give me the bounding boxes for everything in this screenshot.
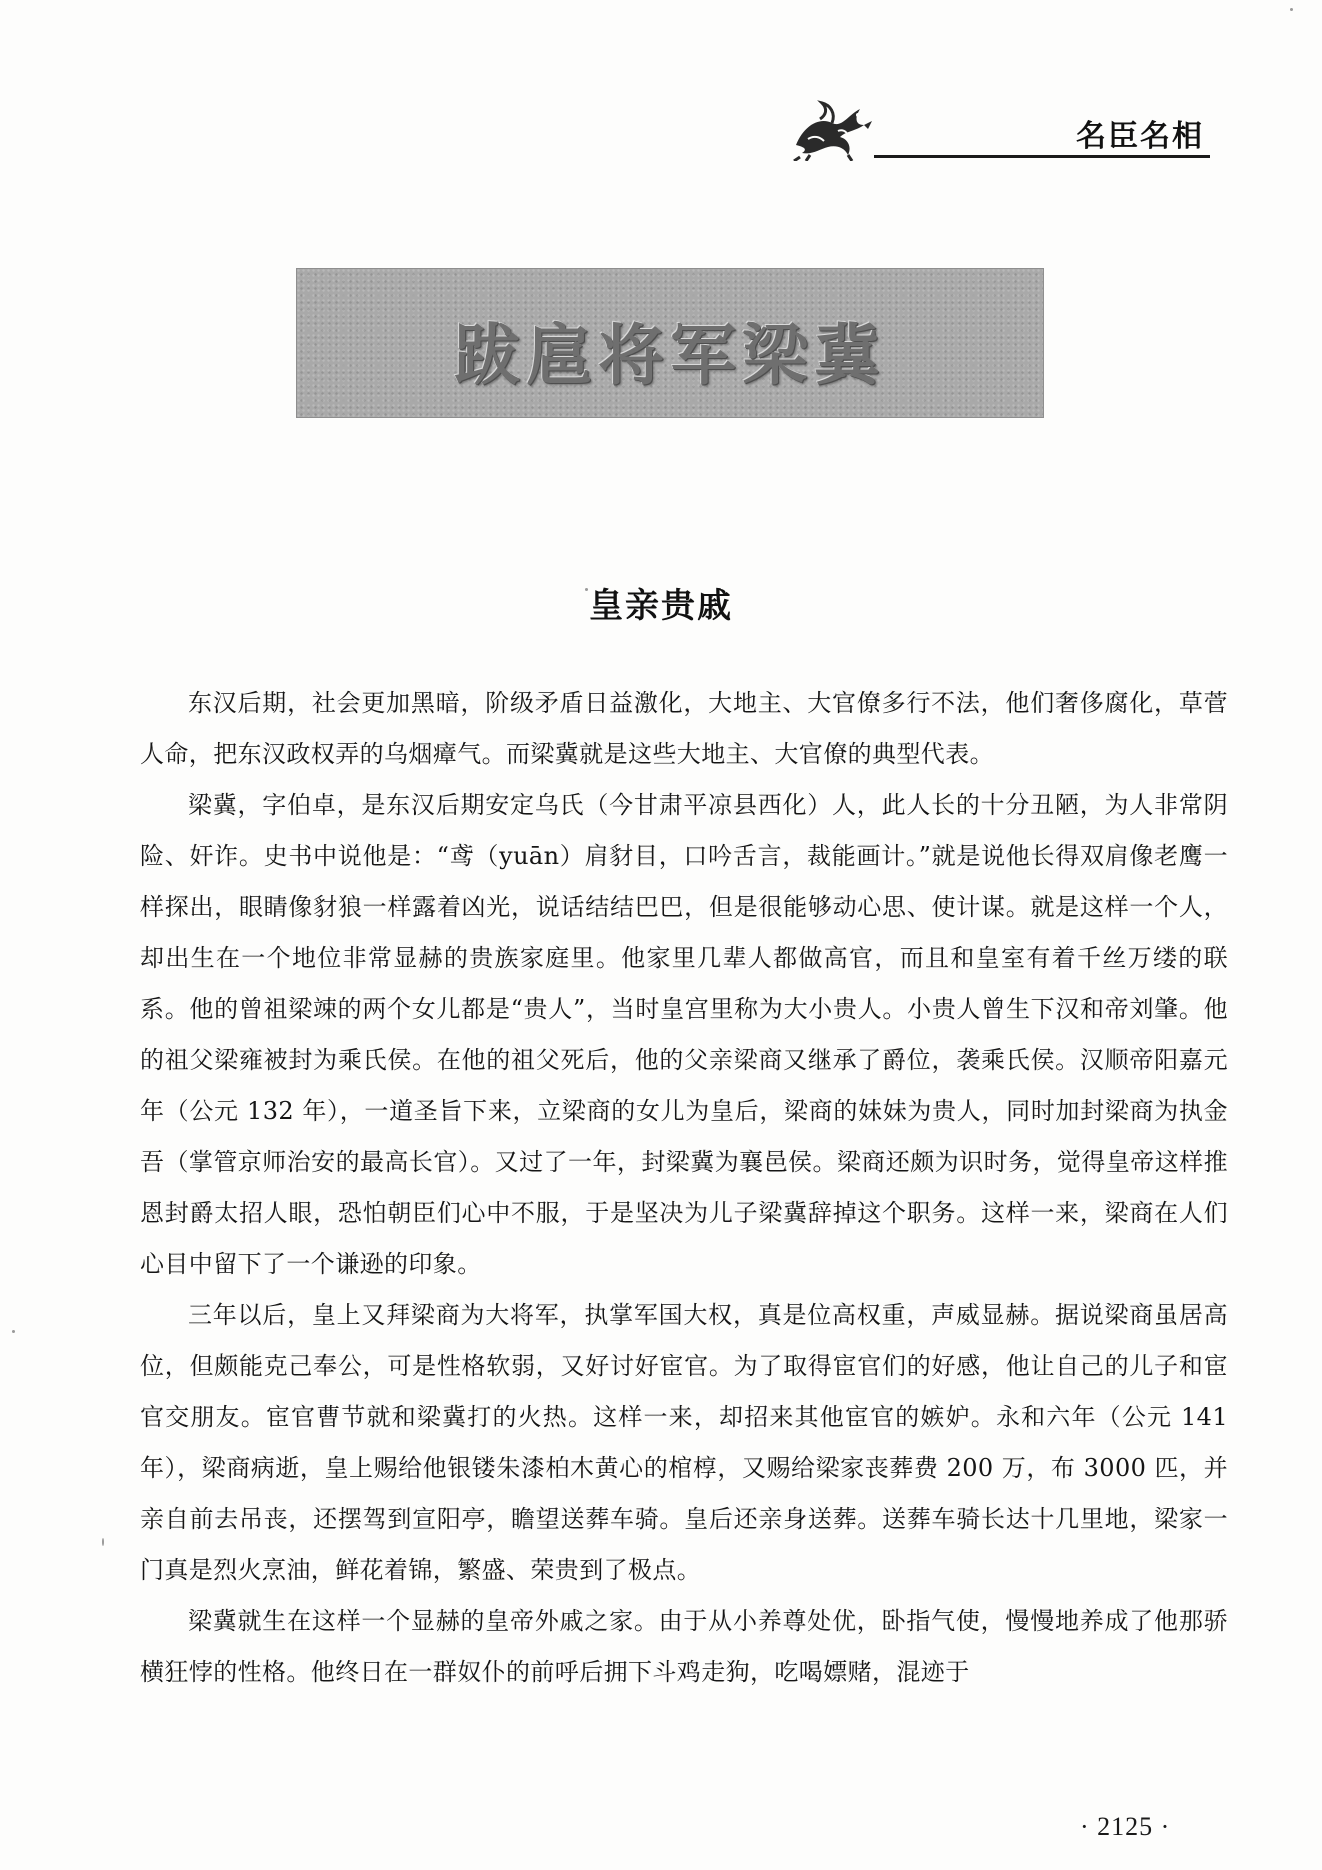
page-number: · 2125 ·: [1080, 1812, 1171, 1841]
chapter-banner: [296, 268, 1044, 418]
section-heading: 皇亲贵戚: [589, 586, 733, 626]
scan-speck: [1290, 8, 1293, 11]
scan-speck: [12, 1330, 15, 1333]
paragraph: 三年以后，皇上又拜梁商为大将军，执掌军国大权，真是位高权重，声威显赫。据说梁商虽居高位，但颇能克己奉公，可是性格软弱，又好讨好宦官。为了取得宦官们的好感，他让自己的儿子和宦官交朋友。宦官曹节就和梁冀打的火热。这样一来，却招来其他宦官的嫉妒。永和六年（公元 141 年），梁商病逝，皇上赐给他银镂朱漆柏木黄心的棺椁，又赐给梁家丧葬费 200 万，布 3000 匹，并亲自前去吊丧，还摆驾到宣阳亭，瞻望送葬车骑。皇后还亲身送葬。送葬车骑长达十几里地，梁家一门真是烈火烹油，鲜花着锦，繁盛、荣贵到了极点。: [140, 1301, 1228, 1584]
scan-speck: [102, 1538, 104, 1546]
chapter-title: 跋扈将军梁冀: [454, 316, 886, 394]
paragraph: 梁冀，字伯卓，是东汉后期安定乌氏（今甘肃平凉县西化）人，此人长的十分丑陋，为人非常阴险、奸诈。史书中说他是：“鸢（yuān）肩豺目，口吟舌言，裁能画计。”就是说他长得双肩像老鹰一样探出，眼睛像豺狼一样露着凶光，说话结结巴巴，但是很能够动心思、使计谋。就是这样一个人，却出生在一个地位非常显赫的贵族家庭里。他家里几辈人都做高官，而且和皇室有着千丝万缕的联系。他的曾祖梁竦的两个女儿都是“贵人”，当时皇宫里称为大小贵人。小贵人曾生下汉和帝刘肇。他的祖父梁雍被封为乘氏侯。在他的祖父死后，他的父亲梁商又继承了爵位，袭乘氏侯。汉顺帝阳嘉元年（公元 132 年），一道圣旨下来，立梁商的女儿为皇后，梁商的妹妹为贵人，同时加封梁商为执金吾（掌管京师治安的最高长官）。又过了一年，封梁冀为襄邑侯。梁商还颇为识时务，觉得皇帝这样推恩封爵太招人眼，恐怕朝臣们心中不服，于是坚决为儿子梁冀辞掉这个职务。这样一来，梁商在人们心目中留下了一个谦逊的印象。: [140, 791, 1228, 1278]
scan-speck: [585, 588, 588, 591]
paragraph: 梁冀就生在这样一个显赫的皇帝外戚之家。由于从小养尊处优，卧指气使，慢慢地养成了他那骄横狂悖的性格。他终日在一群奴仆的前呼后拥下斗鸡走狗，吃喝嫖赌，混迹于: [140, 1607, 1228, 1686]
paragraph: 东汉后期，社会更加黑暗，阶级矛盾日益激化，大地主、大官僚多行不法，他们奢侈腐化，草菅人命，把东汉政权弄的乌烟瘴气。而梁冀就是这些大地主、大官僚的典型代表。: [140, 689, 1228, 768]
running-header-title: 名臣名相: [1076, 119, 1204, 154]
dragon-emblem-icon: [790, 95, 874, 161]
body-text: [140, 678, 1228, 1698]
header-rule: [874, 155, 1210, 158]
running-header: [790, 95, 1210, 165]
